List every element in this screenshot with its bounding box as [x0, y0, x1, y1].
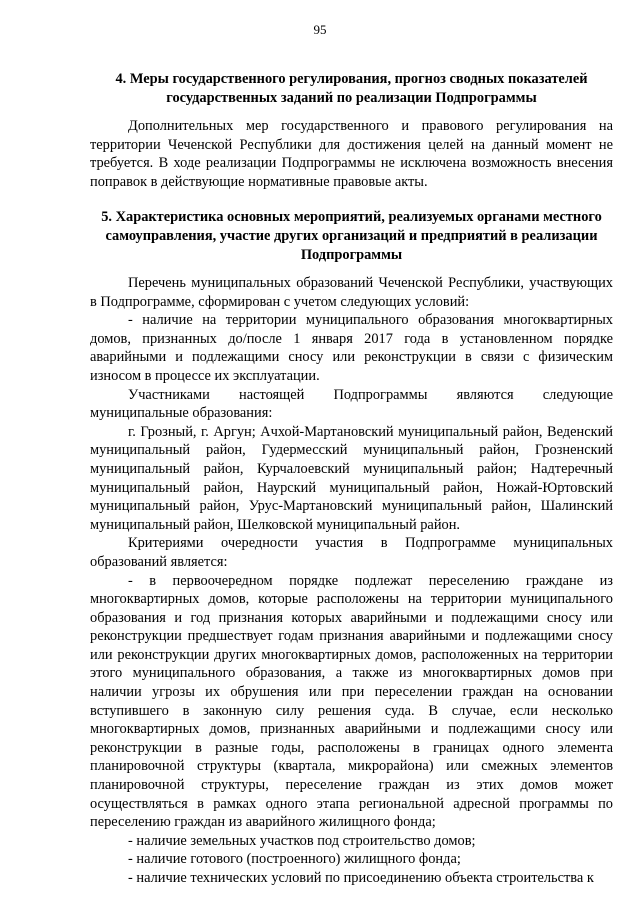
section-4: [90, 70, 613, 191]
section-5-heading: 5. Характеристика основных мероприятий, реализуемых органами местного самоуправления, участие других организаций и предприятий в реализации Подпрограммы: [101, 209, 602, 263]
section-5-paragraph-5: Критериями очередности участия в Подпрограмме муниципальных образований является:: [90, 535, 613, 570]
section-5-list-item-2: - наличие готового (построенного) жилищного фонда;: [128, 851, 461, 868]
section-4-paragraph: Дополнительных мер государственного и правового регулирования на территории Чеченской Республики для достижения целей на данный момент не требуется. В ходе реализации Подпрограммы не исключена возможность внесения поправок в действующие нормативные правовые акты.: [90, 118, 613, 190]
section-5-list-item-1: - наличие земельных участков под строительство домов;: [128, 832, 476, 849]
page-number: 95: [313, 22, 327, 37]
section-5-paragraph-4: г. Грозный, г. Аргун; Ачхой-Мартановский муниципальный район, Веденский муниципальный район, Гудермесский муниципальный район, Грозненский муниципальный район, Курчалоевский муниципальный район; Надтеречный муниципальный район, Наурский муниципальный район, Ножай-Юртовский муниципальный район, Урус-Мартановский муниципальный район, Шалинский муниципальный район, Шелковской муниципальный район.: [90, 423, 613, 533]
section-5-list-item-3: - наличие технических условий по присоединению объекта строительства к: [128, 870, 594, 886]
section-4-heading: 4. Меры государственного регулирования, прогноз сводных показателей государственных заданий по реализации Подпрограммы: [115, 71, 588, 106]
section-5: [90, 208, 613, 888]
section-5-paragraph-3: Участниками настоящей Подпрограммы являются следующие муниципальные образования:: [90, 386, 613, 422]
section-5-paragraph-1: Перечень муниципальных образований Чеченской Республики, участвующих в Подпрограмме, сформирован с учетом следующих условий:: [90, 275, 613, 310]
section-5-paragraph-2: - наличие на территории муниципального образования многоквартирных домов, признанных до/после 1 января 2017 года в установленном порядке аварийными и подлежащими сносу или реконструкции в связи с физическим износом в процессе их эксплуатации.: [90, 312, 613, 384]
section-5-paragraph-6: - в первоочередном порядке подлежат переселению граждане из многоквартирных домов, которые расположены на территории муниципального образования и год признания которых аварийными и подлежащими сносу или реконструкции предшествует годам признания аварийными и подлежащими сносу или реконструкции других многоквартирных домов, расположенных на территории этого муниципального образования, а также из многоквартирных домов при наличии угрозы их обрушения или при переселении граждан на основании вступившего в законную силу решения суда. В случае, если несколько многоквартирных домов, признанных аварийными и подлежащими сносу или реконструкции в разные годы, расположены в границах одного элемента планировочной структуры (квартала, микрорайона) или смежных элементов планировочной структуры, переселение граждан из этих домов может осуществляться в рамках одного этапа региональной адресной программы по переселению граждан из аварийного жилищного фонда;: [90, 572, 613, 831]
